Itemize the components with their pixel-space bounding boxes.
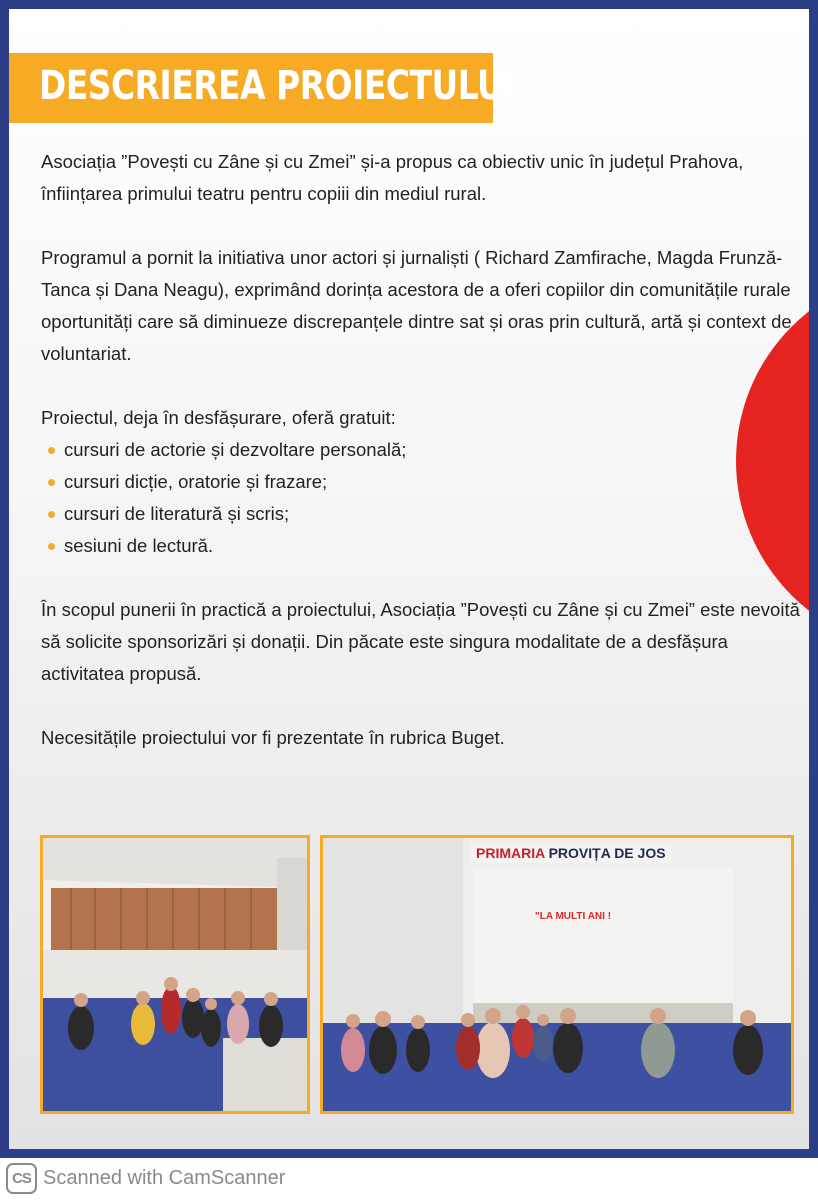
description-body — [41, 146, 801, 786]
photo-workshop-hall — [40, 835, 310, 1114]
photo-workshop-hall-illustration — [43, 838, 307, 1111]
intro-paragraph: Asociația ”Povești cu Zâne și cu Zmei” și-a propus ca obiectiv unic în județul Prahova, înființarea primului teatru pentru copiii din mediul rural. — [41, 151, 744, 204]
offer-intro: Proiectul, deja în desfășurare, oferă gratuit: — [41, 407, 396, 428]
camscanner-footer — [0, 1158, 818, 1200]
la-multi-ani-banner: "LA MULTI ANI ! — [535, 911, 612, 922]
program-paragraph: Programul a pornit la initiativa unor actori și jurnaliști ( Richard Zamfirache, Magda Frunză-Tanca și Dana Neagu), exprimând dorința acestora de a oferi copiilor din comunitățile rurale oportunități care să diminueze discrepanțele dintre sat și oras prin cultură, artă și context de voluntariat. — [41, 247, 792, 364]
primaria-sign — [470, 843, 672, 863]
offer-item: cursuri dicție, oratorie și frazare; — [41, 466, 801, 498]
title-banner — [9, 53, 516, 123]
offer-item: cursuri de literatură și scris; — [41, 498, 801, 530]
offer-item: sesiuni de lectură. — [41, 530, 801, 562]
camscanner-watermark-text: Scanned with CamScanner — [43, 1167, 286, 1189]
photo-primaria-hall-illustration — [323, 838, 791, 1111]
primaria-sign-red: PRIMARIA — [476, 845, 545, 861]
primaria-sign-dark: PROVIȚA DE JOS — [544, 845, 666, 861]
photo-primaria-hall — [320, 835, 794, 1114]
camscanner-logo-icon: CS — [6, 1163, 37, 1194]
funding-paragraph: În scopul punerii în practică a proiectului, Asociația ”Povești cu Zâne și cu Zmei” este nevoită să solicite sponsorizări și donații. Din păcate este singura modalitate de a desfășura activitatea propusă. — [41, 599, 800, 684]
offer-item: cursuri de actorie și dezvoltare personală; — [41, 434, 801, 466]
page-title: DESCRIEREA PROIECTULUI — [39, 63, 516, 109]
offer-list — [41, 434, 801, 562]
needs-paragraph: Necesitățile proiectului vor fi prezentate în rubrica Buget. — [41, 727, 505, 748]
